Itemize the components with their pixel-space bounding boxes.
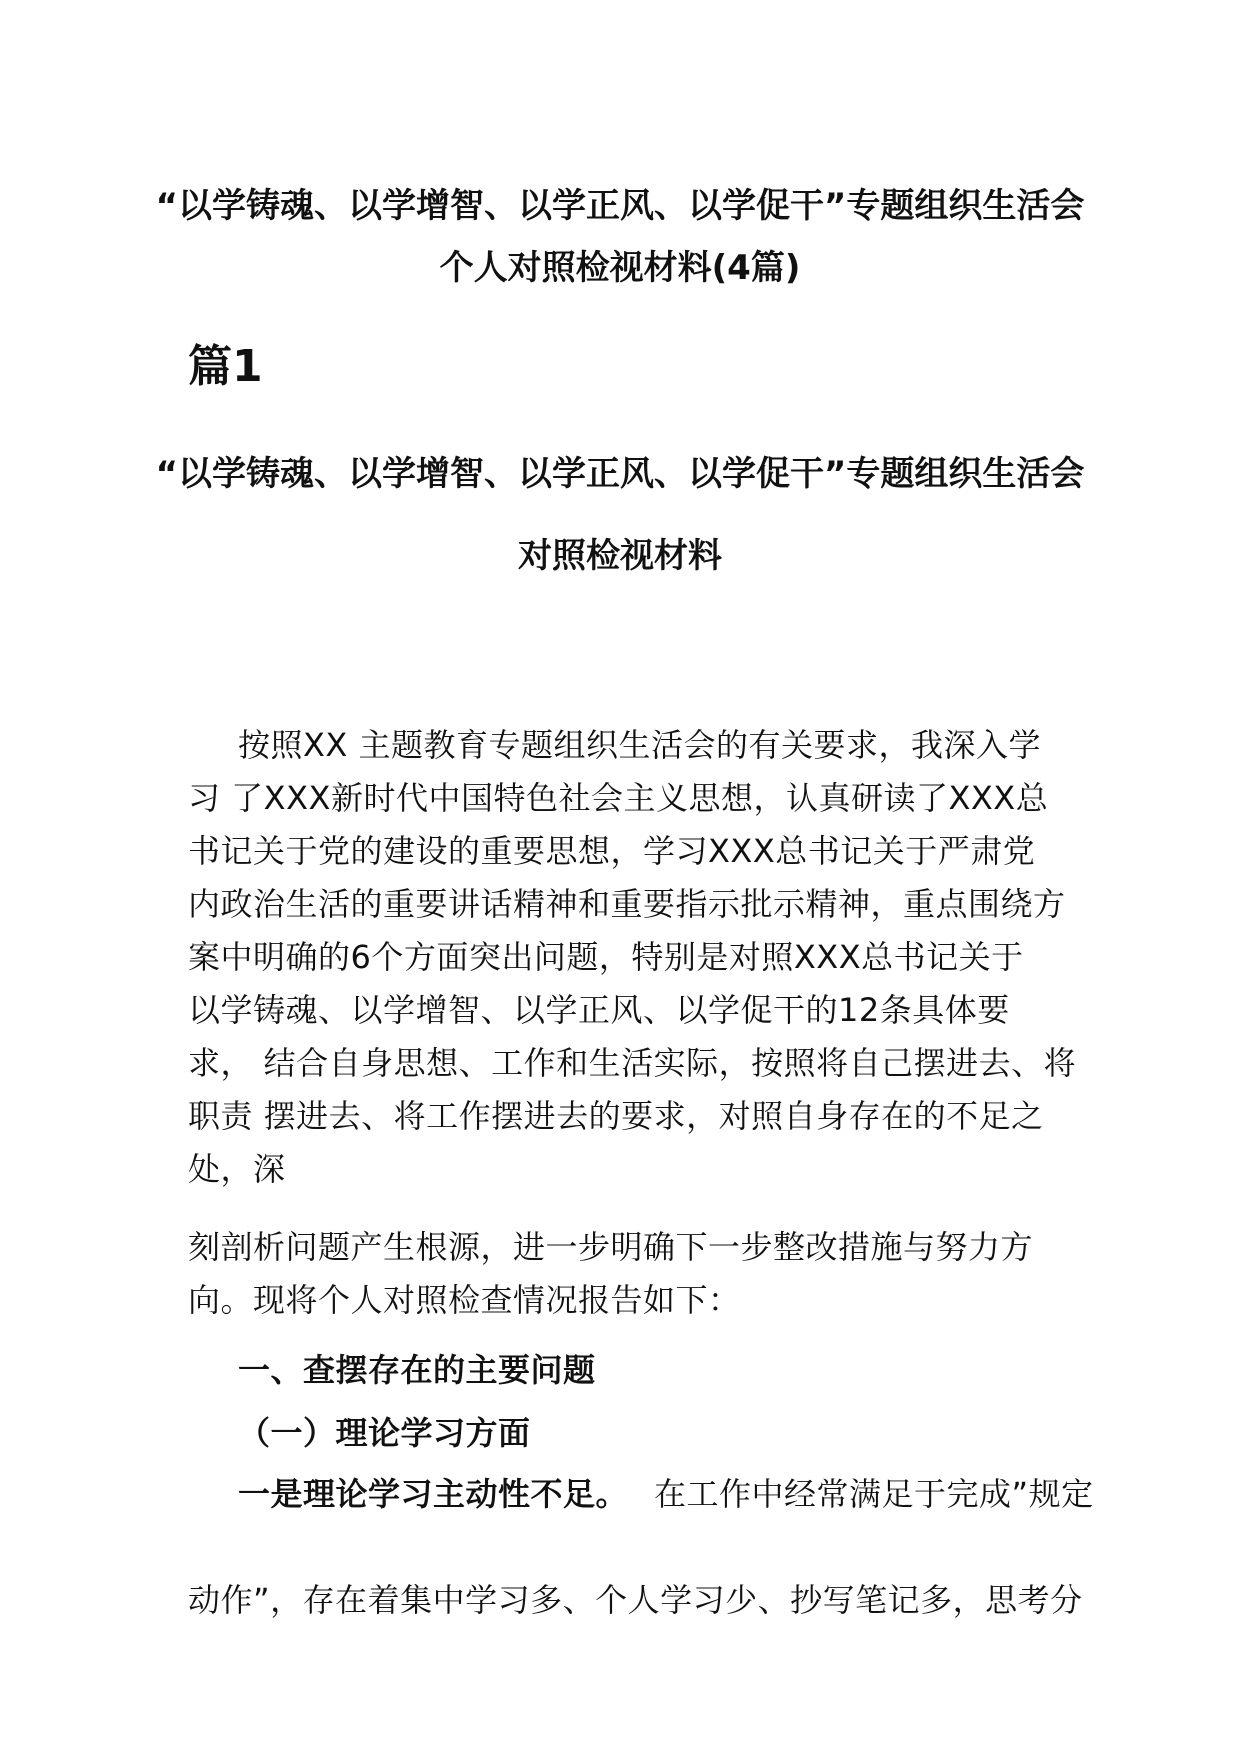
point-1-text: 在工作中经常满足于完成”规定: [654, 1475, 1094, 1513]
body-line-9: 处，深: [188, 1150, 286, 1188]
main-title-line-2: 个人对照检视材料(4篇): [439, 248, 801, 288]
body-line-6: 以学铸魂、以学增智、以学正风、以学促干的12条具体要: [188, 991, 1010, 1029]
body-line-4: 内政治生活的重要讲话精神和重要指示批示精神，重点围绕方: [188, 885, 1066, 923]
last-body-line: 动作”，存在着集中学习多、个人学习少、抄写笔记多，思考分: [188, 1581, 1083, 1619]
body-line-11: 向。现将个人对照检查情况报告如下：: [188, 1281, 741, 1319]
body-line-3: 书记关于党的建设的重要思想，学习XXX总书记关于严肃党: [188, 832, 1036, 870]
main-title-line-1: “以学铸魂、以学增智、以学正风、以学促干”专题组织生活会: [155, 186, 1085, 226]
point-1-bold-lead: 一是理论学习主动性不足。: [238, 1475, 629, 1513]
body-line-5: 案中明确的6个方面突出问题，特别是对照XXX总书记关于: [188, 938, 1024, 976]
heading-theory-study: （一）理论学习方面: [238, 1414, 531, 1452]
sub-title-line-1: “以学铸魂、以学增智、以学正风、以学促干”专题组织生活会: [155, 454, 1085, 494]
body-line-2: 习 了XXX新时代中国特色社会主义思想，认真研读了XXX总: [188, 779, 1049, 817]
sub-title-line-2: 对照检视材料: [518, 536, 722, 576]
point-1-line: [238, 1469, 1094, 1515]
section-heading: 篇1: [188, 341, 263, 392]
body-line-10: 刻剖析问题产生根源，进一步明确下一步整改措施与努力方: [188, 1228, 1034, 1266]
heading-problems: 一、查摆存在的主要问题: [238, 1351, 596, 1389]
body-line-1: 按照XX 主题教育专题组织生活会的有关要求，我深入学: [238, 726, 1042, 764]
body-line-7: 求， 结合自身思想、工作和生活实际，按照将自己摆进去、将: [188, 1044, 1077, 1082]
body-line-8: 职责 摆进去、将工作摆进去的要求，对照自身存在的不足之: [188, 1097, 1044, 1135]
